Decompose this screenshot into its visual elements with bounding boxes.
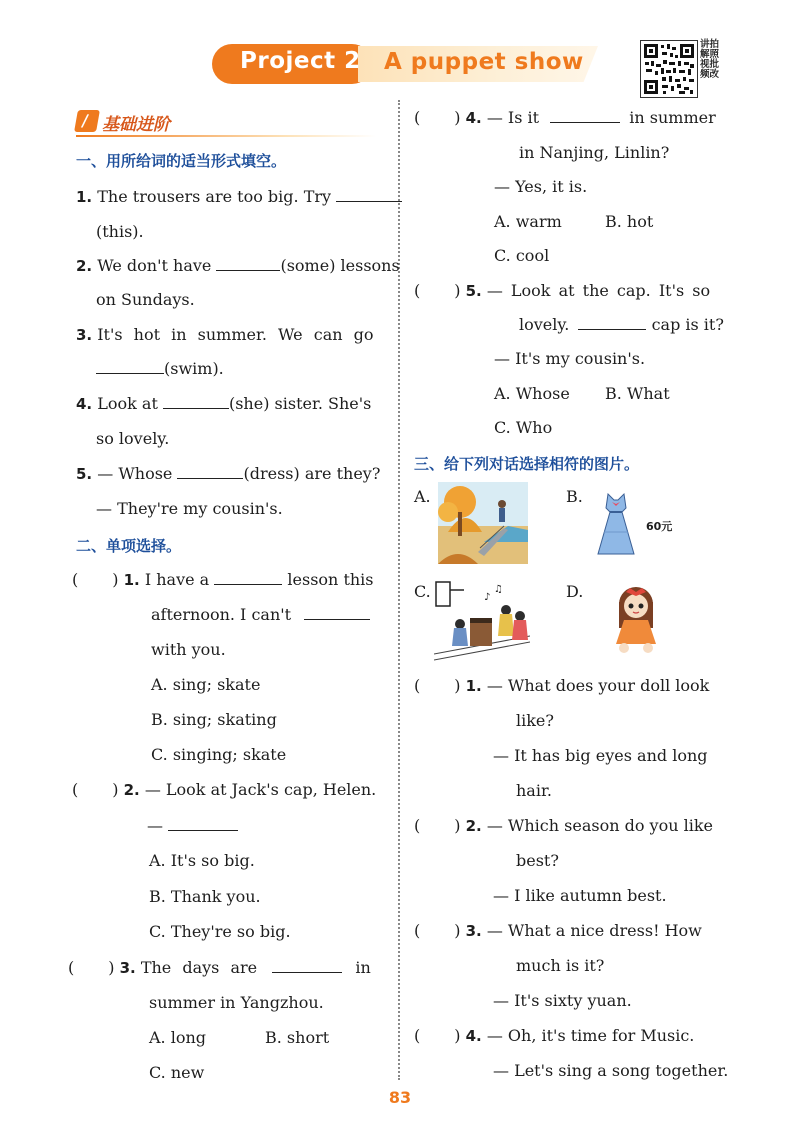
answer-blank[interactable]	[216, 256, 280, 271]
page-number: 83	[388, 1088, 412, 1107]
pic-label-b: B.	[566, 487, 583, 506]
answer-blank[interactable]	[168, 816, 238, 831]
pic-label-a: A.	[414, 487, 431, 506]
p2-q5-option-c[interactable]: C. Who	[494, 418, 553, 437]
p1-q5-line1: 5. — Whose (dress) are they?	[76, 464, 381, 483]
pic-label-c: C.	[414, 582, 431, 601]
section-tag-icon: /	[74, 110, 100, 132]
answer-blank[interactable]	[550, 108, 620, 123]
p2-q4-option-a[interactable]: A. warm	[494, 212, 562, 231]
project-title: A puppet show	[384, 49, 584, 75]
part1-heading: 一、用所给词的适当形式填空。	[76, 152, 287, 170]
qr-code-icon[interactable]	[640, 40, 698, 98]
section-underline	[76, 135, 376, 137]
p3-q1-line1: ( ) 1. — What does your doll look	[414, 676, 710, 695]
p2-q1-option-c[interactable]: C. singing; skate	[151, 745, 287, 764]
p3-q1-line2: like?	[516, 711, 554, 730]
p1-q3-line2: (swim).	[96, 359, 224, 378]
p1-q5-line2: — They're my cousin's.	[96, 499, 283, 518]
answer-blank[interactable]	[177, 464, 243, 479]
music-class-picture	[434, 580, 530, 662]
p2-q1-line3: with you.	[151, 640, 226, 659]
p2-q2-option-c[interactable]: C. They're so big.	[149, 922, 291, 941]
qr-caption: 讲拍 解照 视批 频改	[700, 39, 720, 80]
part3-heading: 三、给下列对话选择相符的图片。	[414, 455, 640, 473]
p2-q5-line3: — It's my cousin's.	[494, 349, 646, 368]
p2-q2-line1: ( ) 2. — Look at Jack's cap, Helen.	[72, 780, 377, 799]
p3-q1-line4: hair.	[516, 781, 552, 800]
p2-q1-option-b[interactable]: B. sing; skating	[151, 710, 277, 729]
p1-q4-line1: 4. Look at (she) sister. She's	[76, 394, 372, 413]
p2-q4-line1: ( ) 4. — Is it in summer	[414, 108, 716, 127]
p3-q4-line1: ( ) 4. — Oh, it's time for Music.	[414, 1026, 695, 1045]
p2-q5-line2: lovely. cap is it?	[519, 315, 724, 334]
answer-blank[interactable]	[163, 394, 229, 409]
p2-q3-option-c[interactable]: C. new	[149, 1063, 205, 1082]
project-label: Project 2	[240, 48, 361, 74]
dress-picture	[594, 492, 638, 558]
p2-q3-option-b[interactable]: B. short	[265, 1028, 330, 1047]
p3-q4-line2: — Let's sing a song together.	[493, 1061, 729, 1080]
p2-q2-option-a[interactable]: A. It's so big.	[149, 851, 255, 870]
p2-q4-option-c[interactable]: C. cool	[494, 246, 550, 265]
p2-q2-line2: —	[147, 816, 238, 835]
p2-q1-line1: ( ) 1. I have a lesson this	[72, 570, 374, 589]
p2-q4-line3: — Yes, it is.	[494, 177, 588, 196]
p3-q1-line3: — It has big eyes and long	[493, 746, 708, 765]
p3-q3-line2: much is it?	[516, 956, 605, 975]
answer-blank[interactable]	[96, 359, 164, 374]
p2-q3-line1: ( ) 3. The days are in	[68, 958, 371, 977]
p1-q4-line2: so lovely.	[96, 429, 170, 448]
answer-blank[interactable]	[336, 187, 402, 202]
p2-q4-option-b[interactable]: B. hot	[605, 212, 654, 231]
p2-q3-line2: summer in Yangzhou.	[149, 993, 324, 1012]
p1-q2-line2: on Sundays.	[96, 290, 195, 309]
p2-q4-line2: in Nanjing, Linlin?	[519, 143, 670, 162]
p2-q1-option-a[interactable]: A. sing; skate	[151, 675, 261, 694]
p3-q3-line1: ( ) 3. — What a nice dress! How	[414, 921, 702, 940]
p3-q2-line1: ( ) 2. — Which season do you like	[414, 816, 714, 835]
p2-q5-option-a[interactable]: A. Whose	[494, 384, 570, 403]
p2-q5-line1: ( ) 5. — Look at the cap. It's so	[414, 281, 711, 300]
p1-q1-line2: (this).	[96, 222, 144, 241]
answer-blank[interactable]	[578, 315, 646, 330]
p1-q3-line1: 3. It's hot in summer. We can go	[76, 325, 374, 344]
p2-q2-option-b[interactable]: B. Thank you.	[149, 887, 261, 906]
price-label: 60元	[646, 520, 673, 533]
part2-heading: 二、单项选择。	[76, 537, 182, 555]
column-divider	[398, 100, 400, 1080]
svg-text:♫: ♫	[494, 584, 503, 595]
answer-blank[interactable]	[214, 570, 282, 585]
pic-label-d: D.	[566, 582, 584, 601]
p3-q2-line3: — I like autumn best.	[493, 886, 667, 905]
answer-blank[interactable]	[304, 605, 370, 620]
svg-text:♪: ♪	[484, 592, 491, 603]
p3-q2-line2: best?	[516, 851, 559, 870]
p1-q1-line1: 1. The trousers are too big. Try	[76, 187, 402, 206]
p2-q3-option-a[interactable]: A. long	[149, 1028, 207, 1047]
p2-q5-option-b[interactable]: B. What	[605, 384, 670, 403]
doll-picture	[610, 584, 662, 656]
project-banner	[212, 42, 604, 88]
autumn-park-picture	[438, 482, 528, 564]
p1-q2-line1: 2. We don't have (some) lessons	[76, 256, 400, 275]
p2-q1-line2: afternoon. I can't	[151, 605, 370, 624]
p3-q3-line3: — It's sixty yuan.	[493, 991, 632, 1010]
answer-blank[interactable]	[272, 958, 342, 973]
section-tag-label: 基础进阶	[102, 115, 170, 135]
